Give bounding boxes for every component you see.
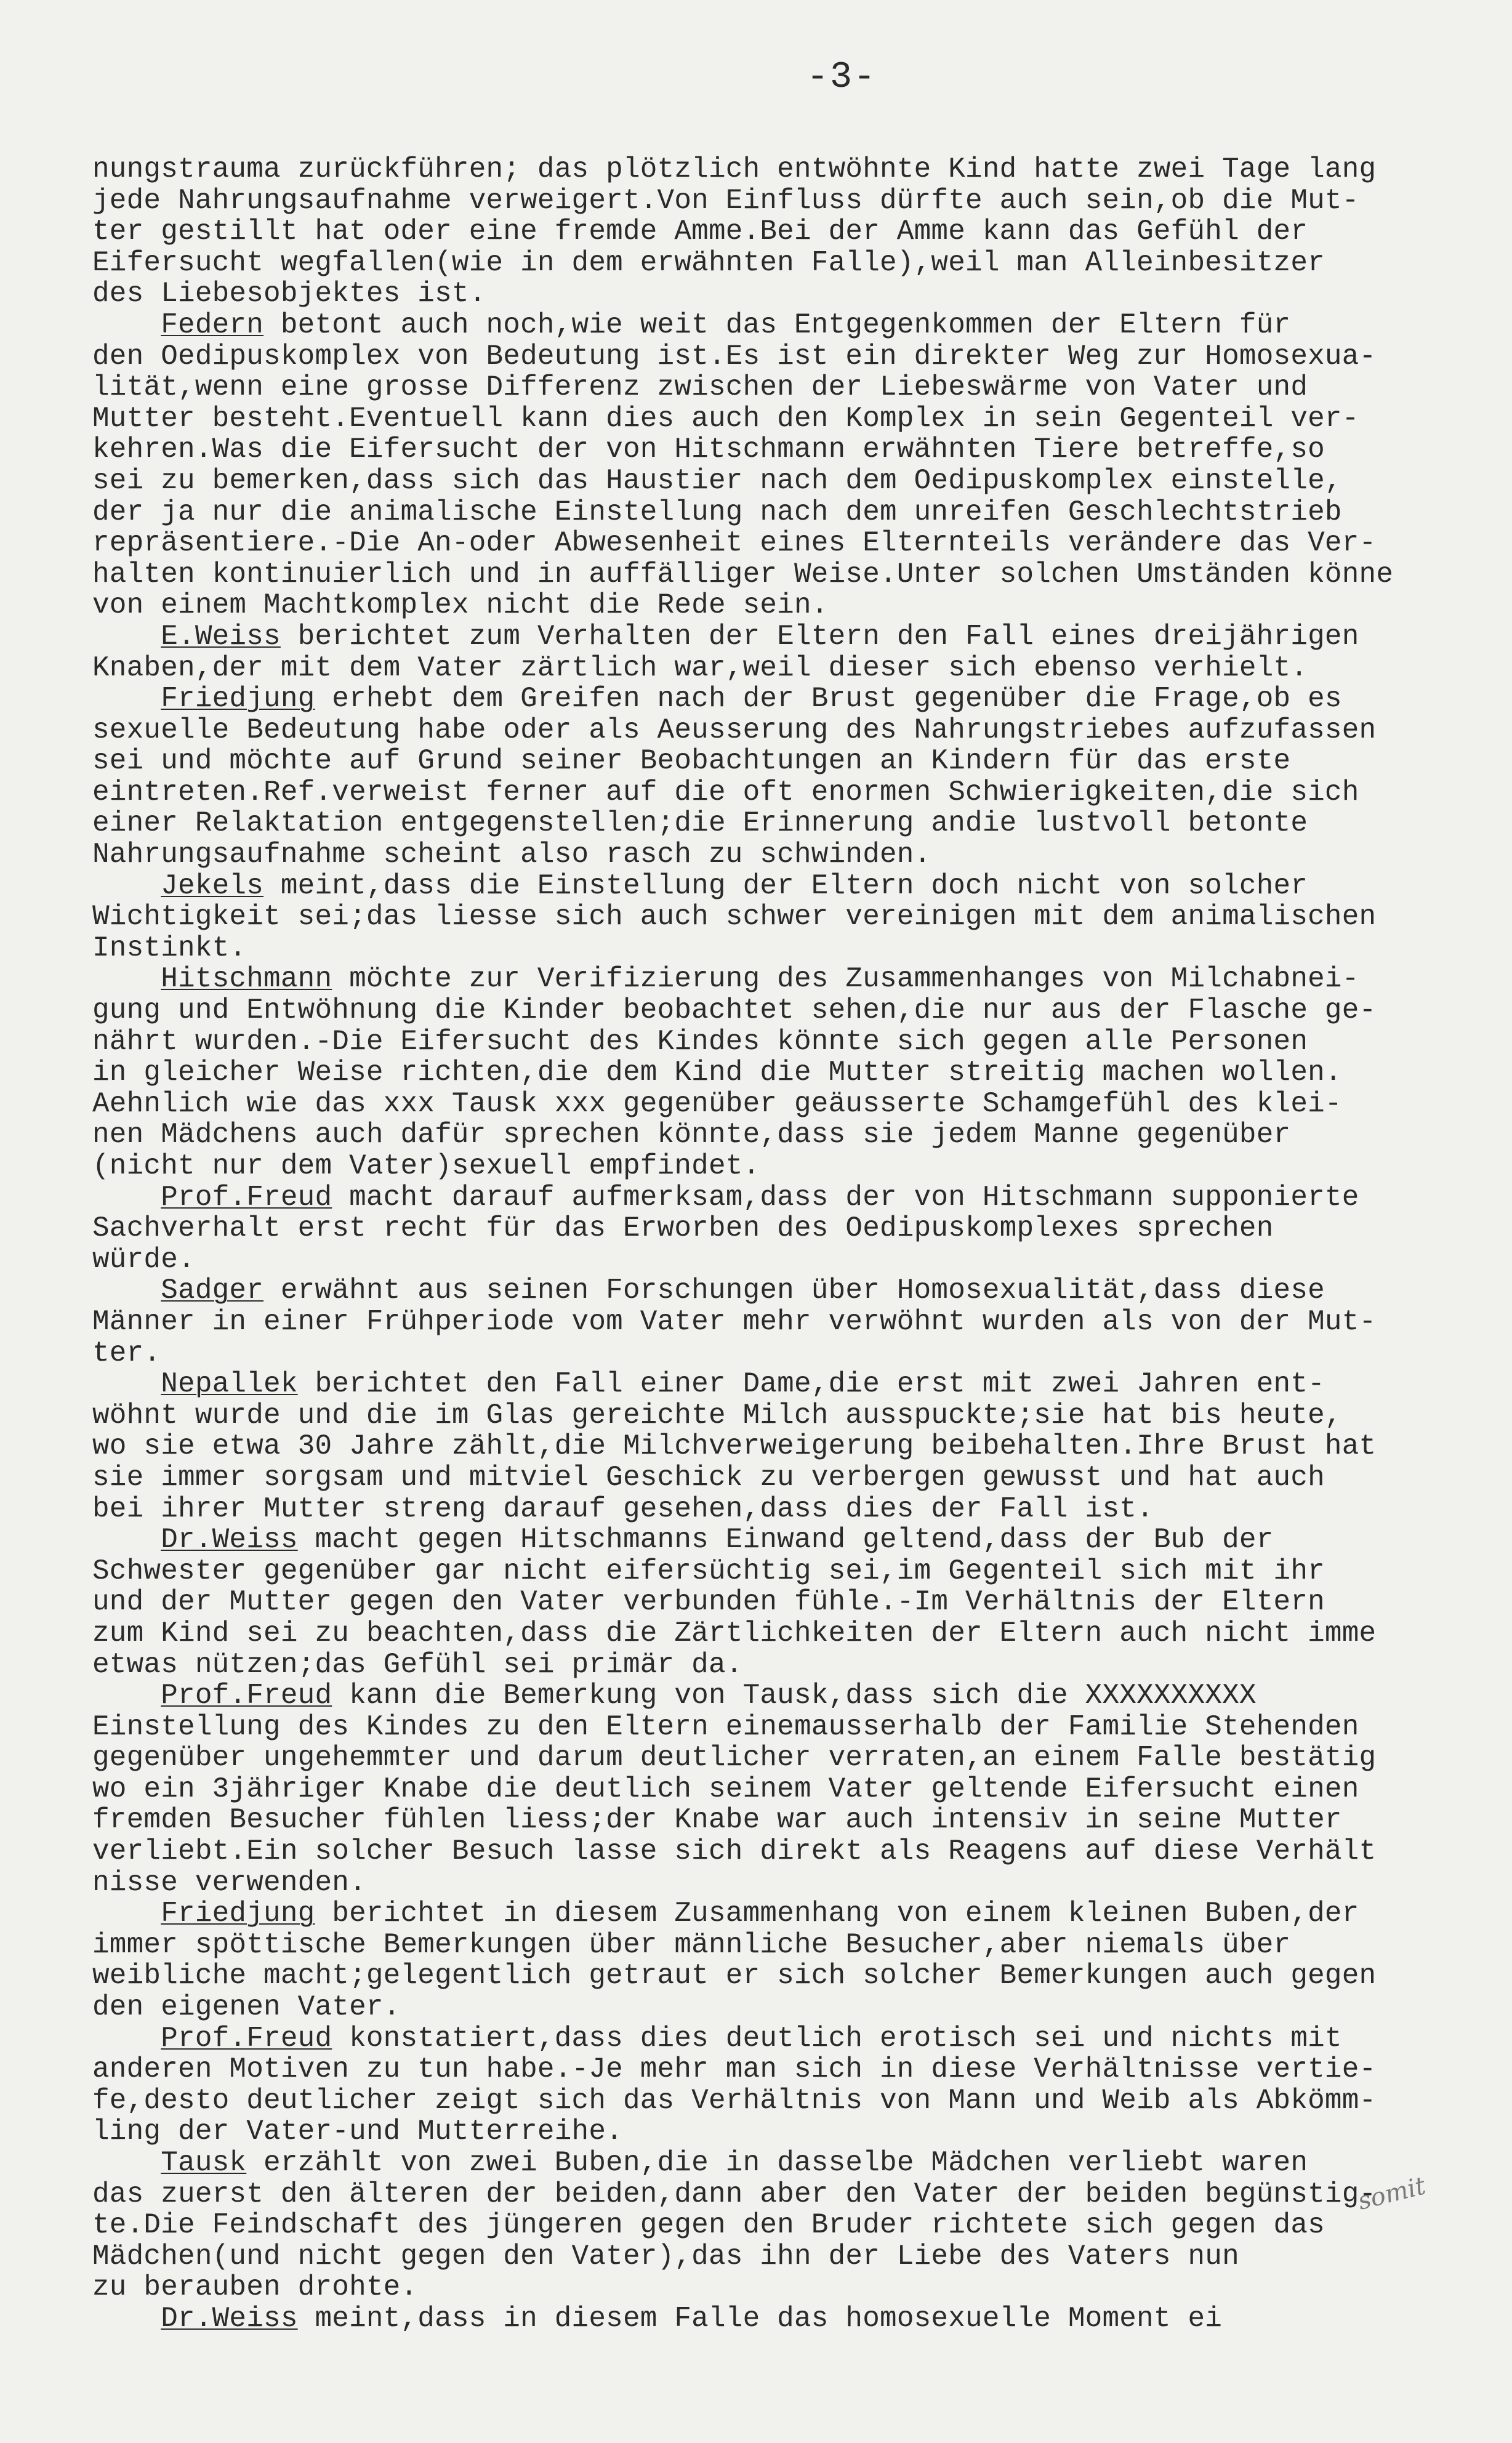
text-line: Sadger erwähnt aus seinen Forschungen über Homosexualität,dass diese <box>161 1274 1325 1307</box>
paragraph <box>92 1275 1478 1369</box>
paragraph <box>92 1182 1478 1276</box>
paragraph <box>92 964 1478 1181</box>
speaker-name: Nepallek <box>161 1368 298 1401</box>
text-line: etwas nützen;das Gefühl sei primär da. <box>92 1648 743 1681</box>
paragraph <box>92 683 1478 871</box>
paragraph <box>92 154 1478 310</box>
text-line: zum Kind sei zu beachten,dass die Zärtlichkeiten der Eltern auch nicht imme <box>92 1617 1377 1649</box>
text-line: Dr.Weiss macht gegen Hitschmanns Einwand geltend,dass der Bub der <box>161 1524 1274 1556</box>
text-line: der ja nur die animalische Einstellung nach dem unreifen Geschlechtstrieb <box>92 496 1342 528</box>
text-line: nen Mädchens auch dafür sprechen könnte,dass sie jedem Manne gegenüber <box>92 1119 1291 1151</box>
text-line: sei und möchte auf Grund seiner Beobachtungen an Kindern für das erste <box>92 745 1291 778</box>
text-line: sie immer sorgsam und mitviel Geschick zu verbergen gewusst und hat auch <box>92 1461 1325 1494</box>
text-line: immer spöttische Bemerkungen über männliche Besucher,aber niemals über <box>92 1928 1291 1961</box>
text-line: Dr.Weiss meint,dass in diesem Falle das homosexuelle Moment ei <box>161 2302 1223 2335</box>
text-line: Knaben,der mit dem Vater zärtlich war,weil dieser sich ebenso verhielt. <box>92 651 1308 684</box>
text-line: ling der Vater-und Mutterreihe. <box>92 2115 623 2148</box>
speaker-name: Friedjung <box>161 1898 315 1930</box>
text-line: halten kontinuierlich und in auffälliger Weise.Unter solchen Umständen könne <box>92 558 1394 590</box>
text-line: fe,desto deutlicher zeigt sich das Verhältnis von Mann und Weib als Abkömm- <box>92 2084 1377 2117</box>
speaker-name: Hitschmann <box>161 963 332 996</box>
text-line: des Liebesobjektes ist. <box>92 278 486 310</box>
text-line: nisse verwenden. <box>92 1866 366 1899</box>
text-line: sexuelle Bedeutung habe oder als Aeusserung des Nahrungstriebes aufzufassen <box>92 714 1377 746</box>
text-line: Wichtigkeit sei;das liesse sich auch schwer vereinigen mit dem animalischen <box>92 901 1377 933</box>
speaker-name: Dr.Weiss <box>161 1524 298 1556</box>
paragraph <box>92 2303 1478 2335</box>
speaker-name: Tausk <box>161 2147 247 2179</box>
text-line: Instinkt. <box>92 932 247 964</box>
text-line: wo ein 3jähriger Knabe die deutlich seinem Vater geltende Eifersucht einen <box>92 1773 1359 1805</box>
paragraph <box>92 1680 1478 1898</box>
text-line: Federn betont auch noch,wie weit das Entgegenkommen der Eltern für <box>161 308 1291 341</box>
text-line: einer Relaktation entgegenstellen;die Erinnerung andie lustvoll betonte <box>92 807 1308 840</box>
text-line: Hitschmann möchte zur Verifizierung des Zusammenhanges von Milchabnei- <box>161 963 1359 996</box>
text-line: verliebt.Ein solcher Besuch lasse sich direkt als Reagens auf diese Verhält <box>92 1835 1377 1868</box>
text-line: Friedjung erhebt dem Greifen nach der Brust gegenüber die Frage,ob es <box>161 683 1342 715</box>
text-line: den eigenen Vater. <box>92 1991 401 2024</box>
text-line: Einstellung des Kindes zu den Eltern einemausserhalb der Familie Stehenden <box>92 1710 1359 1743</box>
text-line: nährt wurden.-Die Eifersucht des Kindes könnte sich gegen alle Personen <box>92 1025 1308 1058</box>
speaker-name: Dr.Weiss <box>161 2302 298 2335</box>
text-line: in gleicher Weise richten,die dem Kind die Mutter streitig machen wollen. <box>92 1056 1342 1089</box>
document-body <box>92 154 1478 2335</box>
text-line: gegenüber ungehemmter und darum deutlicher verraten,an einem Falle bestätig <box>92 1742 1377 1774</box>
text-line: sei zu bemerken,dass sich das Haustier nach dem Oedipuskomplex einstelle, <box>92 464 1342 497</box>
text-line: Nahrungsaufnahme scheint also rasch zu schwinden. <box>92 839 931 871</box>
text-line: Männer in einer Frühperiode vom Vater mehr verwöhnt wurden als von der Mut- <box>92 1305 1377 1338</box>
speaker-name: Federn <box>161 308 264 341</box>
text-line: wo sie etwa 30 Jahre zählt,die Milchverweigerung beibehalten.Ihre Brust hat <box>92 1430 1377 1463</box>
handwritten-margin-note: somit <box>1355 2171 1429 2216</box>
paragraph <box>92 1369 1478 1524</box>
text-line: Sachverhalt erst recht für das Erworben des Oedipuskomplexes sprechen <box>92 1212 1274 1245</box>
text-line: Prof.Freud konstatiert,dass dies deutlich erotisch sei und nichts mit <box>161 2022 1342 2055</box>
speaker-name: Prof.Freud <box>161 1181 332 1213</box>
text-line: Prof.Freud kann die Bemerkung von Tausk,dass sich die XXXXXXXXXX <box>161 1680 1257 1712</box>
paragraph <box>92 1898 1478 2022</box>
text-line: te.Die Feindschaft des jüngeren gegen den Bruder richtete sich gegen das <box>92 2209 1325 2242</box>
text-line: lität,wenn eine grosse Differenz zwischen der Liebeswärme von Vater und <box>92 371 1308 404</box>
text-line: Prof.Freud macht darauf aufmerksam,dass der von Hitschmann supponierte <box>161 1181 1359 1213</box>
text-line: fremden Besucher fühlen liess;der Knabe war auch intensiv in seine Mutter <box>92 1804 1342 1837</box>
speaker-name: Prof.Freud <box>161 2022 332 2055</box>
text-line: ter. <box>92 1337 161 1369</box>
paragraph <box>92 2147 1478 2303</box>
speaker-name: Sadger <box>161 1274 264 1307</box>
text-line: wöhnt wurde und die im Glas gereichte Milch ausspuckte;sie hat bis heute, <box>92 1399 1342 1431</box>
text-line: Jekels meint,dass die Einstellung der Eltern doch nicht von solcher <box>161 869 1308 902</box>
paragraph <box>92 2023 1478 2147</box>
text-line: kehren.Was die Eifersucht der von Hitschmann erwähnten Tiere betreffe,so <box>92 433 1325 466</box>
text-line: das zuerst den älteren der beiden,dann aber den Vater der beiden begünstig- <box>92 2178 1377 2210</box>
text-line: bei ihrer Mutter streng darauf gesehen,dass dies der Fall ist. <box>92 1492 1154 1525</box>
text-line: gung und Entwöhnung die Kinder beobachtet sehen,die nur aus der Flasche ge- <box>92 994 1377 1027</box>
paragraph <box>92 310 1478 621</box>
text-line: ter gestillt hat oder eine fremde Amme.Bei der Amme kann das Gefühl der <box>92 215 1308 248</box>
text-line: Friedjung berichtet in diesem Zusammenhang von einem kleinen Buben,der <box>161 1898 1359 1930</box>
page-number: -3- <box>806 57 877 99</box>
text-line: Tausk erzählt von zwei Buben,die in dasselbe Mädchen verliebt waren <box>161 2147 1308 2179</box>
text-line: Schwester gegenüber gar nicht eifersüchtig sei,im Gegenteil sich mit ihr <box>92 1555 1325 1587</box>
speaker-name: Friedjung <box>161 683 315 715</box>
text-line: weibliche macht;gelegentlich getraut er sich solcher Bemerkungen auch gegen <box>92 1960 1377 1992</box>
text-line: Aehnlich wie das xxx Tausk xxx gegenüber geäusserte Schamgefühl des klei- <box>92 1087 1342 1120</box>
text-line: Nepallek berichtet den Fall einer Dame,die erst mit zwei Jahren ent- <box>161 1368 1325 1401</box>
speaker-name: Jekels <box>161 869 264 902</box>
speaker-name: E.Weiss <box>161 620 281 653</box>
paragraph <box>92 621 1478 683</box>
paragraph <box>92 871 1478 964</box>
text-line: den Oedipuskomplex von Bedeutung ist.Es ist ein direkter Weg zur Homosexua- <box>92 340 1377 372</box>
text-line: von einem Machtkomplex nicht die Rede sein. <box>92 589 829 622</box>
text-line: (nicht nur dem Vater)sexuell empfindet. <box>92 1150 760 1182</box>
text-line: Mädchen(und nicht gegen den Vater),das ihn der Liebe des Vaters nun <box>92 2240 1239 2272</box>
text-line: Mutter besteht.Eventuell kann dies auch den Komplex in sein Gegenteil ver- <box>92 402 1359 435</box>
text-line: eintreten.Ref.verweist ferner auf die oft enormen Schwierigkeiten,die sich <box>92 776 1359 808</box>
text-line: jede Nahrungsaufnahme verweigert.Von Einfluss dürfte auch sein,ob die Mut- <box>92 184 1359 217</box>
text-line: Eifersucht wegfallen(wie in dem erwähnten Falle),weil man Alleinbesitzer <box>92 246 1325 279</box>
text-line: repräsentiere.-Die An-oder Abwesenheit eines Elternteils verändere das Ver- <box>92 527 1377 560</box>
paragraph <box>92 1524 1478 1680</box>
text-line: zu berauben drohte. <box>92 2271 418 2304</box>
text-line: und der Mutter gegen den Vater verbunden fühle.-Im Verhältnis der Eltern <box>92 1586 1325 1619</box>
text-line: nungstrauma zurückführen; das plötzlich entwöhnte Kind hatte zwei Tage lang <box>92 153 1377 185</box>
text-line: E.Weiss berichtet zum Verhalten der Eltern den Fall eines dreijährigen <box>161 620 1359 653</box>
text-line: würde. <box>92 1243 195 1276</box>
speaker-name: Prof.Freud <box>161 1680 332 1712</box>
text-line: anderen Motiven zu tun habe.-Je mehr man sich in diese Verhältnisse vertie- <box>92 2053 1377 2086</box>
